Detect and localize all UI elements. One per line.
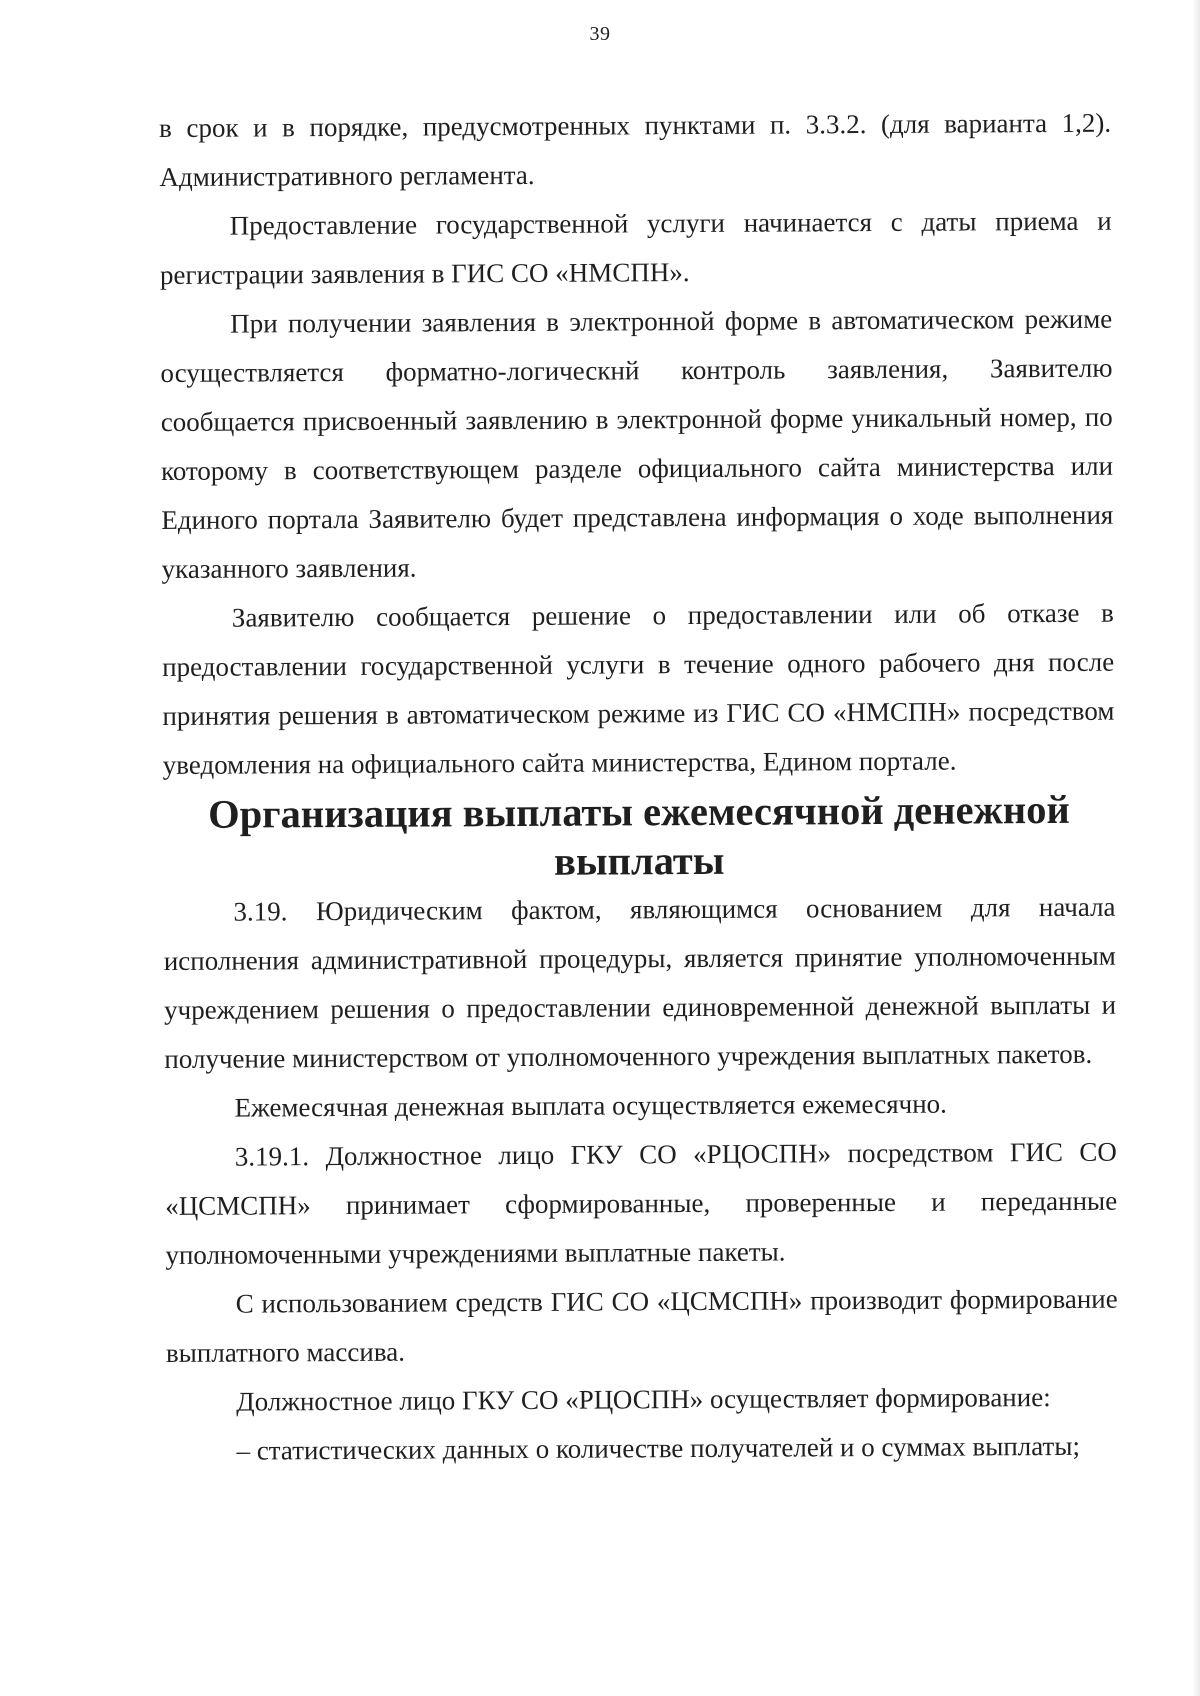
- paragraph-monthly-payment: Ежемесячная денежная выплата осуществляется ежемесячно.: [234, 1088, 947, 1123]
- paragraph-payment-array: С использованием средств ГИС СО «ЦСМСПН» производит формирование выплатного массива.: [165, 1283, 1118, 1368]
- list-item-statistics: – статистических данных о количестве получателей и о суммах выплаты;: [236, 1430, 1081, 1466]
- paragraph-3-19-1: 3.19.1. Должностное лицо ГКУ СО «РЦОСПН» посредством ГИС СО «ЦСМСПН» принимает сформированные, проверенные и переданные уполномоченными учреждениями выплатные пакеты.: [165, 1136, 1118, 1270]
- page-number: 39: [589, 23, 611, 45]
- paragraph-electronic-application: При получении заявления в электронной форме в автоматическом режиме осуществляется форматно-логическнй контроль заявления, Заявителю сообщается присвоенный заявлению в электронной форме уникальный номер, по которому в соответствующем разделе официального сайта министерства или Единого портала Заявителю будет представлена информация о ходе выполнения указанного заявления.: [160, 303, 1114, 584]
- paragraph-3-19: 3.19. Юридическим фактом, являющимся основанием для начала исполнения административной процедуры, является принятие уполномоченным учреждением решения о предоставлении единовременной денежной выплаты и получение министерством от уполномоченного учреждения выплатных пакетов.: [163, 891, 1117, 1074]
- document-body: [159, 99, 1119, 1476]
- paragraph-decision-notice: Заявителю сообщается решение о предоставлении или об отказе в предоставлении государственной услуги в течение одного рабочего дня после принятия решения в автоматическом режиме из ГИС СО «НМСПН» посредством уведомления на официального сайта министерства, Едином портале.: [162, 597, 1115, 780]
- paragraph-continuation: в срок и в порядке, предусмотренных пунктами п. 3.3.2. (для варианта 1,2). Административного регламента.: [159, 107, 1112, 192]
- scan-edge-shadow: [1192, 0, 1200, 1696]
- section-heading: Организация выплаты ежемесячной денежной выплаты: [208, 786, 1070, 884]
- paragraph-official-formation: Должностное лицо ГКУ СО «РЦОСПН» осуществляет формирование:: [236, 1382, 1051, 1417]
- paragraph-service-start: Предоставление государственной услуги начинается с даты приема и регистрации заявления в ГИС СО «НМСПН».: [159, 205, 1112, 290]
